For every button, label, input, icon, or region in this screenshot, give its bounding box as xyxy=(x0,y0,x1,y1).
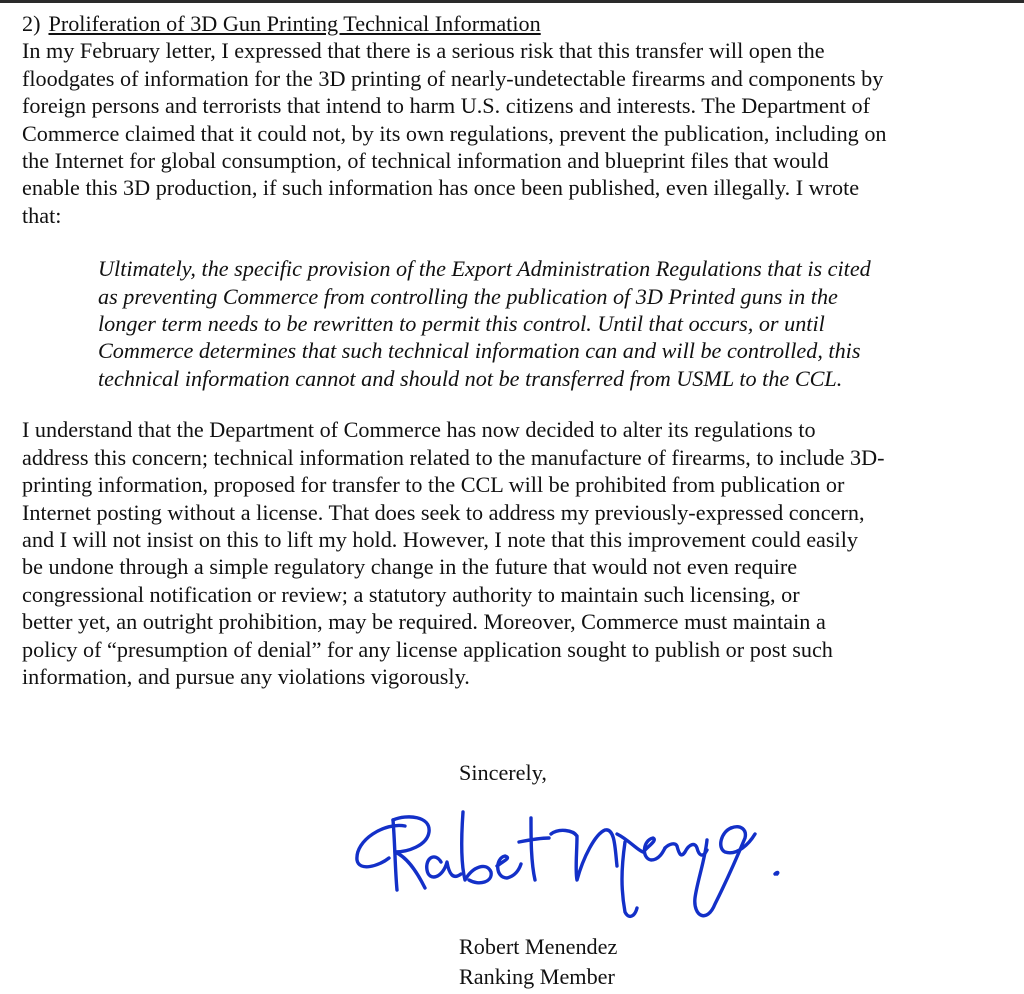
paragraph-line: foreign persons and terrorists that intend to harm U.S. citizens and interests. The Department of xyxy=(22,93,871,119)
letter-body xyxy=(22,10,1012,690)
section-number: 2) xyxy=(22,11,41,36)
paragraph-line: Commerce claimed that it could not, by its own regulations, prevent the publication, including on xyxy=(22,120,887,146)
paragraph-line: the Internet for global consumption, of technical information and blueprint files that would xyxy=(22,148,829,174)
paragraph-line: congressional notification or review; a statutory authority to maintain such licensing, or xyxy=(22,581,800,607)
quote-line: longer term needs to be rewritten to permit this control. Until that occurs, or until xyxy=(98,311,825,337)
quote-line: technical information cannot and should not be transferred from USML to the CCL. xyxy=(98,365,843,391)
paragraph-line: and I will not insist on this to lift my hold. However, I note that this improvement could easily xyxy=(22,526,858,552)
paragraph-line: In my February letter, I expressed that there is a serious risk that this transfer will open the xyxy=(22,38,825,64)
signer-block xyxy=(459,932,617,992)
paragraph-line: floodgates of information for the 3D printing of nearly-undetectable firearms and components by xyxy=(22,65,884,91)
signature-strokes xyxy=(357,812,778,916)
paragraph-1 xyxy=(22,37,1012,229)
top-border-line xyxy=(0,0,1024,3)
paragraph-line: that: xyxy=(22,202,62,228)
quote-line: Commerce determines that such technical information can and will be controlled, this xyxy=(98,338,861,364)
paragraph-2 xyxy=(22,416,1012,690)
paragraph-line: policy of “presumption of denial” for any license application sought to publish or post such xyxy=(22,636,833,662)
paragraph-line: information, and pursue any violations vigorously. xyxy=(22,663,470,689)
quote-line: as preventing Commerce from controlling the publication of 3D Printed guns in the xyxy=(98,283,838,309)
handwritten-signature xyxy=(345,800,805,935)
closing-salutation: Sincerely, xyxy=(459,760,547,785)
paragraph-line: enable this 3D production, if such information has once been published, even illegally. I wrote xyxy=(22,175,860,201)
signer-title: Ranking Member xyxy=(459,964,615,989)
signer-name: Robert Menendez xyxy=(459,934,618,959)
quote-line: Ultimately, the specific provision of the Export Administration Regulations that is cited xyxy=(98,256,871,282)
paragraph-line: I understand that the Department of Commerce has now decided to alter its regulations to xyxy=(22,417,816,443)
paragraph-line: be undone through a simple regulatory change in the future that would not even require xyxy=(22,554,798,580)
section-heading xyxy=(22,10,1012,37)
section-title: Proliferation of 3D Gun Printing Technical Information xyxy=(48,11,541,36)
paragraph-line: better yet, an outright prohibition, may be required. Moreover, Commerce must maintain a xyxy=(22,609,826,635)
paragraph-line: Internet posting without a license. That does seek to address my previously-expressed concern, xyxy=(22,499,865,525)
paragraph-line: printing information, proposed for transfer to the CCL will be prohibited from publication or xyxy=(22,472,845,498)
block-quote xyxy=(98,255,1012,392)
paragraph-line: address this concern; technical information related to the manufacture of firearms, to include 3D- xyxy=(22,444,885,470)
